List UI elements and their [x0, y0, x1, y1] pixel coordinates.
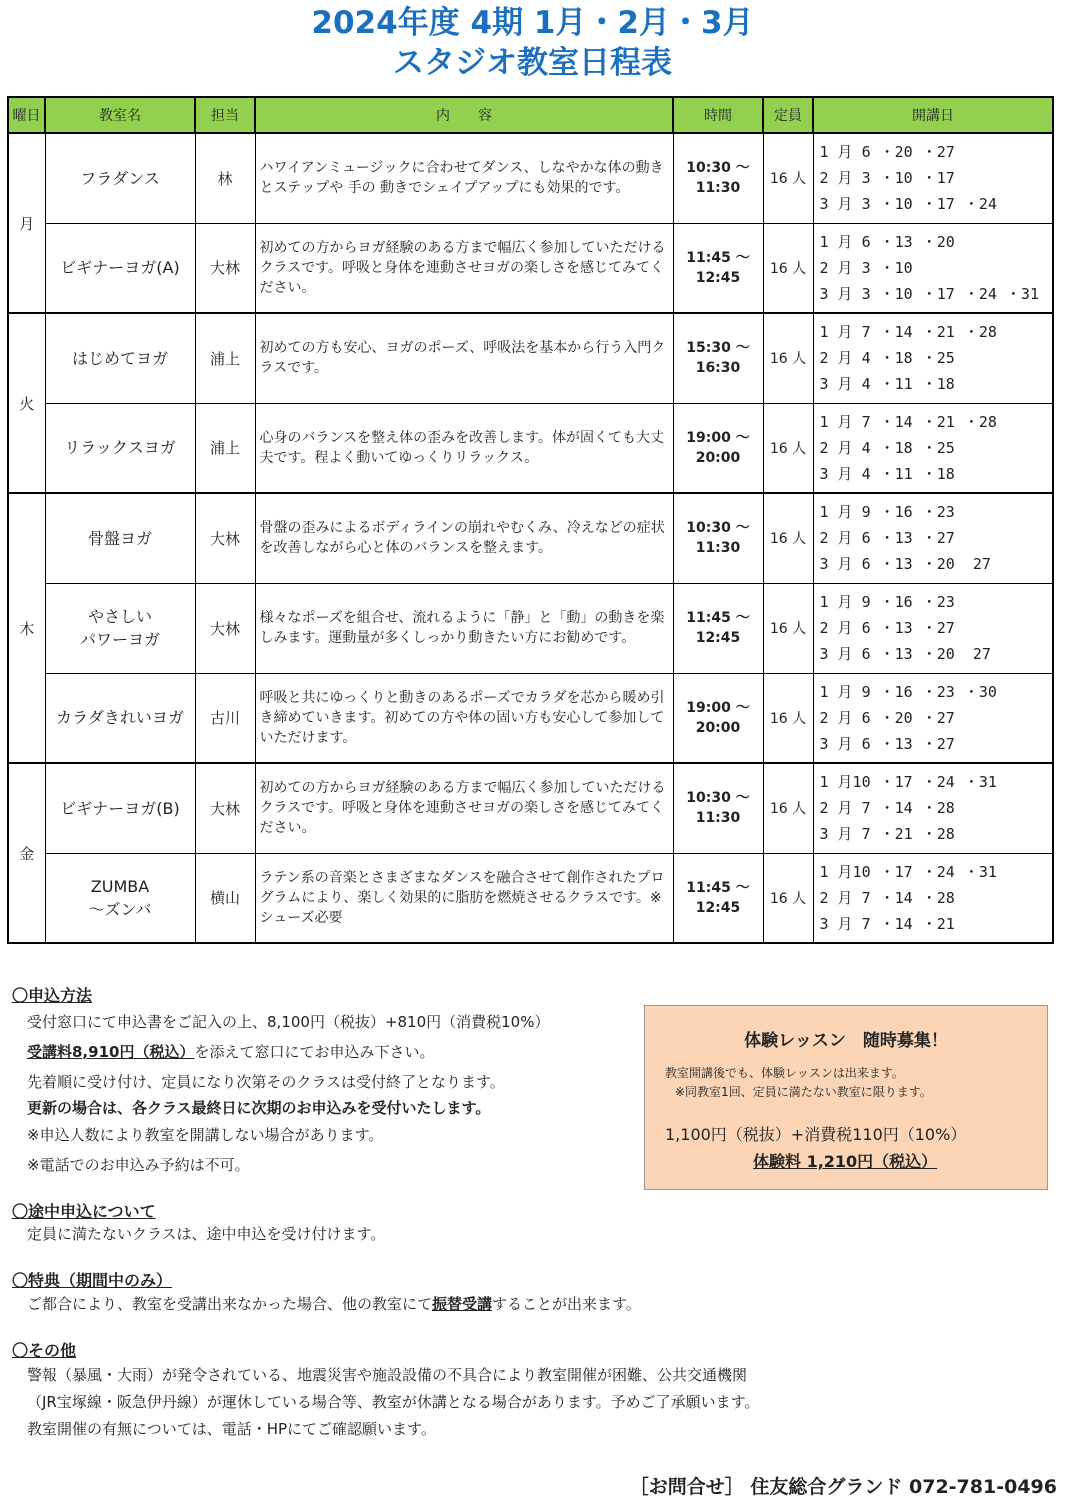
day-cell: 金 — [8, 763, 45, 943]
apply-line: 先着順に受け付け、定員になり次第そのクラスは受付終了となります。 — [27, 1073, 505, 1091]
class-name-cell: カラダきれいヨガ — [45, 673, 195, 763]
header-day: 曜日 — [8, 97, 45, 133]
header-time: 時間 — [673, 97, 763, 133]
capacity-cell: 16 人 — [763, 223, 813, 313]
capacity-cell: 16 人 — [763, 493, 813, 583]
teacher-cell: 大林 — [195, 763, 255, 853]
capacity-cell: 16 人 — [763, 403, 813, 493]
apply-line — [27, 1041, 434, 1062]
time-cell: 19:00 ～ 20:00 — [673, 673, 763, 763]
class-name-cell: はじめてヨガ — [45, 313, 195, 403]
description-cell: 初めての方からヨガ経験のある方まで幅広く参加していただけるクラスです。呼吸と身体を連動させヨガの楽しさを感じてみてください。 — [255, 223, 673, 313]
description-cell: 初めての方からヨガ経験のある方まで幅広く参加していただけるクラスです。呼吸と身体を連動させヨガの楽しさを感じてみてください。 — [255, 763, 673, 853]
day-cell: 月 — [8, 133, 45, 313]
trial-title: 体験レッスン 随時募集！ — [744, 1031, 948, 1051]
dates-cell: 1 月 9 ・16 ・23 2 月 6 ・13 ・27 3 月 6 ・13 ・20 27 — [813, 493, 1053, 583]
description-cell: 様々なポーズを組合せ、流れるように「静」と「動」の動きを楽しみます。運動量が多くしっかり動きたい方にお勧めです。 — [255, 583, 673, 673]
page-subtitle: スタジオ教室日程表 — [393, 45, 672, 81]
time-cell: 11:45 ～ 12:45 — [673, 223, 763, 313]
teacher-cell: 浦上 — [195, 403, 255, 493]
time-cell: 11:45 ～ 12:45 — [673, 853, 763, 943]
dates-cell: 1 月10 ・17 ・24 ・31 2 月 7 ・14 ・28 3 月 7 ・14 ・21 — [813, 853, 1053, 943]
perk-line — [27, 1293, 641, 1314]
trial-price: 1,100円（税抜）+消費税110円（10%） — [665, 1125, 967, 1144]
apply-renewal-note: 更新の場合は、各クラス最終日に次期のお申込みを受付いたします。 — [27, 1099, 491, 1117]
teacher-cell: 林 — [195, 133, 255, 223]
table-row — [8, 403, 1053, 493]
description-cell: ラテン系の音楽とさまざまなダンスを融合させて創作されたプログラムにより、楽しく効果的に脂肪を燃焼させるクラスです。※シューズ必要 — [255, 853, 673, 943]
day-cell: 木 — [8, 493, 45, 763]
dates-cell: 1 月10 ・17 ・24 ・31 2 月 7 ・14 ・28 3 月 7 ・21 ・28 — [813, 763, 1053, 853]
perk-text: ご都合により、教室を受講出来なかった場合、他の教室にて — [27, 1295, 433, 1313]
table-row — [8, 493, 1053, 583]
description-cell: 骨盤の歪みによるボディラインの崩れやむくみ、冷えなどの症状を改善しながら心と体のバランスを整えます。 — [255, 493, 673, 583]
teacher-cell: 大林 — [195, 583, 255, 673]
table-row — [8, 853, 1053, 943]
class-name-cell: ビギナーヨガ(B) — [45, 763, 195, 853]
table-row — [8, 313, 1053, 403]
capacity-cell: 16 人 — [763, 133, 813, 223]
header-class: 教室名 — [45, 97, 195, 133]
capacity-cell: 16 人 — [763, 313, 813, 403]
contact-info: ［お問合せ］ 住友総合グランド 072-781-0496 — [629, 1476, 1057, 1498]
description-cell: 初めての方も安心、ヨガのポーズ、呼吸法を基本から行う入門クラスです。 — [255, 313, 673, 403]
header-content: 内 容 — [255, 97, 673, 133]
class-name-cell: ビギナーヨガ(A) — [45, 223, 195, 313]
trial-note: 教室開講後でも、体験レッスンは出来ます。 — [665, 1066, 904, 1080]
time-cell: 10:30 ～ 11:30 — [673, 493, 763, 583]
table-header — [8, 97, 1053, 133]
apply-line-rest: を添えて窓口にてお申込み下さい。 — [194, 1043, 435, 1061]
schedule-table — [7, 96, 1054, 944]
other-line: （JR宝塚線・阪急伊丹線）が運休している場合等、教室が休講となる場合があります。予めご了承願います。 — [27, 1393, 760, 1411]
description-cell: ハワイアンミュージックに合わせてダンス、しなやかな体の動きとステップや 手の 動きでシェイプアップにも効果的です。 — [255, 133, 673, 223]
midway-line: 定員に満たないクラスは、途中申込を受け付けます。 — [27, 1225, 386, 1243]
class-name-cell: ZUMBA ～ズンバ — [45, 853, 195, 943]
teacher-cell: 古川 — [195, 673, 255, 763]
class-name-cell: リラックスヨガ — [45, 403, 195, 493]
time-cell: 10:30 ～ 11:30 — [673, 763, 763, 853]
dates-cell: 1 月 7 ・14 ・21 ・28 2 月 4 ・18 ・25 3 月 4 ・11 ・18 — [813, 403, 1053, 493]
midway-heading: 〇途中申込について — [12, 1202, 156, 1221]
capacity-cell: 16 人 — [763, 583, 813, 673]
table-row — [8, 673, 1053, 763]
time-cell: 10:30 ～ 11:30 — [673, 133, 763, 223]
header-dates: 開講日 — [813, 97, 1053, 133]
fee-emphasis: 受講料8,910円（税込） — [27, 1043, 195, 1061]
other-heading: 〇その他 — [12, 1341, 77, 1360]
apply-heading: 〇申込方法 — [12, 986, 93, 1005]
class-name-cell: 骨盤ヨガ — [45, 493, 195, 583]
teacher-cell: 横山 — [195, 853, 255, 943]
header-capacity: 定員 — [763, 97, 813, 133]
apply-note: ※申込人数により教室を開講しない場合があります。 — [27, 1126, 384, 1144]
trial-lesson-box — [644, 1005, 1048, 1190]
teacher-cell: 大林 — [195, 493, 255, 583]
apply-line: 受付窓口にて申込書をご記入の上、8,100円（税抜）+810円（消費税10%） — [27, 1013, 550, 1031]
other-line: 警報（暴風・大雨）が発令されている、地震災害や施設設備の不具合により教室開催が困難、公共交通機関 — [27, 1366, 748, 1384]
header-teacher: 担当 — [195, 97, 255, 133]
teacher-cell: 大林 — [195, 223, 255, 313]
apply-note: ※電話でのお申込み予約は不可。 — [27, 1156, 250, 1174]
description-cell: 呼吸と共にゆっくりと動きのあるポーズでカラダを芯から暖め引き締めていきます。初めての方や体の固い方も安心して参加していただけます。 — [255, 673, 673, 763]
perk-text: することが出来ます。 — [492, 1295, 641, 1313]
class-name-cell: やさしい パワーヨガ — [45, 583, 195, 673]
dates-cell: 1 月 9 ・16 ・23 2 月 6 ・13 ・27 3 月 6 ・13 ・20 27 — [813, 583, 1053, 673]
capacity-cell: 16 人 — [763, 763, 813, 853]
class-name-cell: フラダンス — [45, 133, 195, 223]
day-cell: 火 — [8, 313, 45, 493]
table-row — [8, 133, 1053, 223]
perk-emphasis: 振替受講 — [432, 1295, 493, 1313]
time-cell: 19:00 ～ 20:00 — [673, 403, 763, 493]
table-row — [8, 583, 1053, 673]
time-cell: 15:30 ～ 16:30 — [673, 313, 763, 403]
perk-heading: 〇特典（期間中のみ） — [12, 1271, 173, 1290]
table-row — [8, 763, 1053, 853]
dates-cell: 1 月 6 ・20 ・27 2 月 3 ・10 ・17 3 月 3 ・10 ・17 ・24 — [813, 133, 1053, 223]
capacity-cell: 16 人 — [763, 853, 813, 943]
trial-total: 体験料 1,210円（税込） — [753, 1152, 938, 1171]
dates-cell: 1 月 7 ・14 ・21 ・28 2 月 4 ・18 ・25 3 月 4 ・11 ・18 — [813, 313, 1053, 403]
teacher-cell: 浦上 — [195, 313, 255, 403]
page-title: 2024年度 4期 1月・2月・3月 — [311, 5, 754, 41]
time-cell: 11:45 ～ 12:45 — [673, 583, 763, 673]
table-row — [8, 223, 1053, 313]
trial-note: ※同教室1回、定員に満たない教室に限ります。 — [675, 1085, 932, 1099]
dates-cell: 1 月 6 ・13 ・20 2 月 3 ・10 3 月 3 ・10 ・17 ・24 ・31 — [813, 223, 1053, 313]
dates-cell: 1 月 9 ・16 ・23 ・30 2 月 6 ・20 ・27 3 月 6 ・13 ・27 — [813, 673, 1053, 763]
capacity-cell: 16 人 — [763, 673, 813, 763]
other-line: 教室開催の有無については、電話・HPにてご確認願います。 — [27, 1420, 436, 1438]
description-cell: 心身のバランスを整え体の歪みを改善します。体が固くても大丈夫です。程よく動いてゆっくりリラックス。 — [255, 403, 673, 493]
